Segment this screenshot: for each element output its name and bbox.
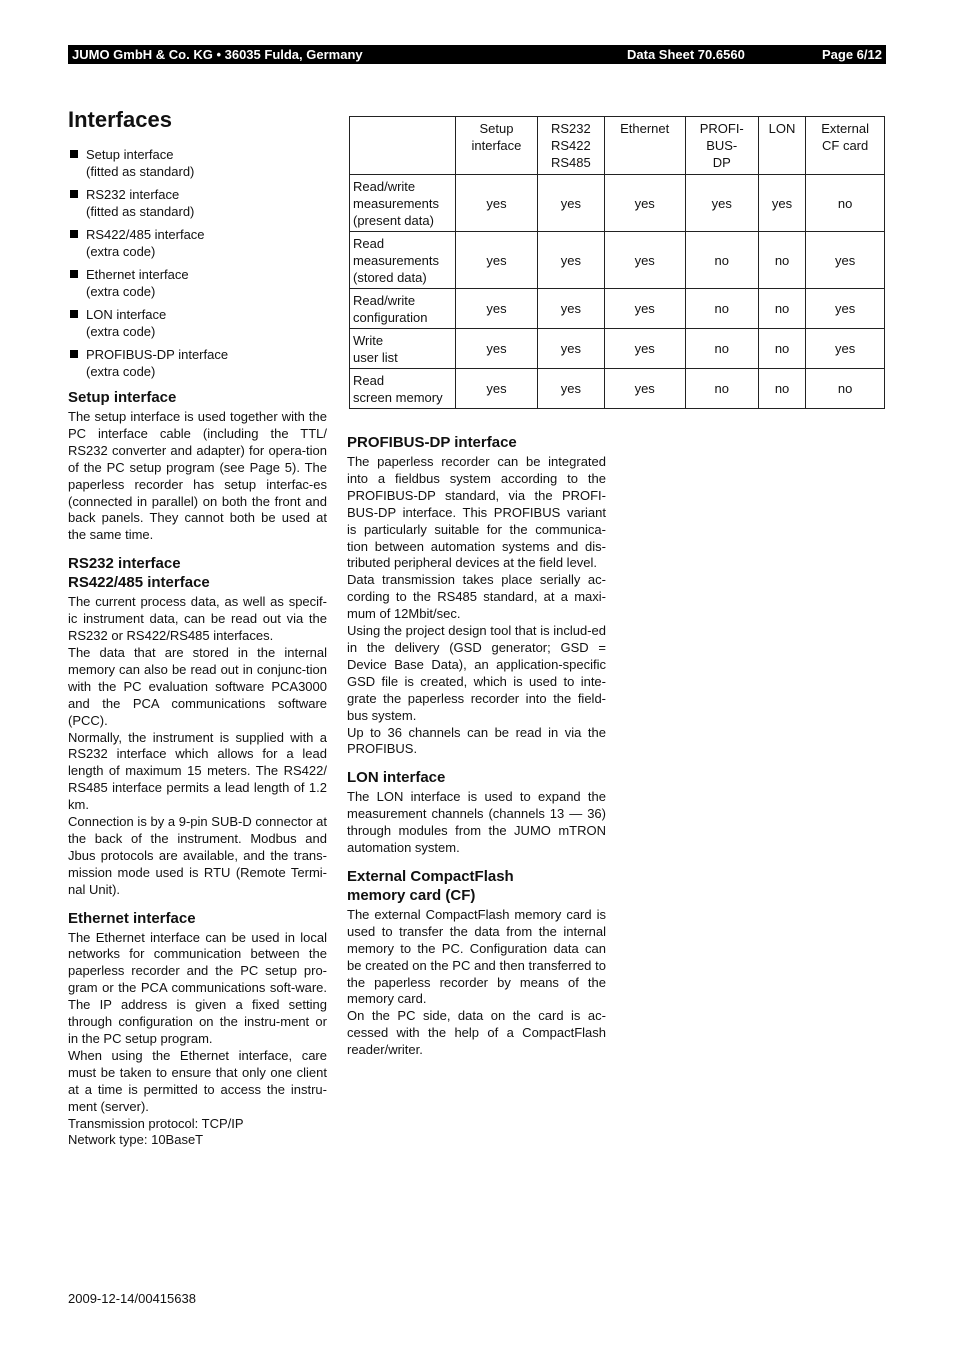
- bullet-square-icon: [70, 150, 78, 158]
- table-cell: yes: [456, 232, 538, 289]
- table-cell: yes: [537, 175, 604, 232]
- list-item: RS232 interface (fitted as standard): [68, 186, 327, 220]
- table-cell: yes: [537, 329, 604, 369]
- table-cell: yes: [456, 175, 538, 232]
- table-cell: yes: [456, 369, 538, 409]
- section-heading-profibus: PROFIBUS-DP interface: [347, 434, 517, 451]
- bullet-square-icon: [70, 230, 78, 238]
- table-cell: yes: [604, 369, 685, 409]
- profibus-paragraph: Up to 36 channels can be read in via the PROFIBUS.: [347, 724, 606, 757]
- table-header-row: [350, 117, 885, 175]
- column-header: Setup interface: [456, 117, 538, 175]
- table-cell: yes: [806, 329, 885, 369]
- table-cell: yes: [806, 289, 885, 329]
- table-row: [350, 232, 885, 289]
- column-header: RS232 RS422 RS485: [537, 117, 604, 175]
- rs232-paragraph: The current process data, as well as specif-ic instrument data, can be read out via the RS232 or RS422/RS485 interfaces.: [68, 594, 327, 644]
- lon-text: The LON interface is used to expand the measurement channels (channels 13 — 36) through modules from the JUMO mTRON automation system.: [347, 789, 606, 856]
- table-cell: yes: [685, 175, 758, 232]
- table-cell: no: [758, 289, 805, 329]
- table-row: [350, 289, 885, 329]
- page-title: Interfaces: [68, 107, 172, 132]
- ethernet-protocol: Transmission protocol: TCP/IP: [68, 1115, 244, 1131]
- table-cell: yes: [604, 289, 685, 329]
- table-cell: yes: [604, 329, 685, 369]
- table-cell: yes: [537, 369, 604, 409]
- ethernet-paragraph: When using the Ethernet interface, care must be taken to ensure that only one client at a time is permitted to access the instru-ment (server).: [68, 1047, 327, 1114]
- row-label: Read/write configuration: [350, 289, 456, 329]
- bullet-square-icon: [70, 190, 78, 198]
- table-cell: yes: [537, 232, 604, 289]
- section-heading-compactflash: External CompactFlash memory card (CF): [347, 867, 514, 904]
- section-heading-setup: Setup interface: [68, 389, 177, 406]
- table-cell: no: [685, 289, 758, 329]
- table-cell: yes: [806, 232, 885, 289]
- column-header: External CF card: [806, 117, 885, 175]
- ethernet-paragraph: The Ethernet interface can be used in local networks for communication between the paperless recorder and the PC setup pro-gram or the PCA communications soft-ware. The IP address is given a fixed setting through configuration on the instru-ment or in the PC setup program.: [68, 929, 327, 1046]
- rs232-paragraph: Normally, the instrument is supplied with a RS232 interface which allows for a lead length of maximum 15 meters. The RS422/ RS485 interface permits a lead length of 1.2 km.: [68, 729, 327, 813]
- table-cell: yes: [537, 289, 604, 329]
- header-company: JUMO GmbH & Co. KG • 36035 Fulda, Germany: [72, 47, 363, 62]
- table-row: [350, 329, 885, 369]
- row-label: Read/write measurements (present data): [350, 175, 456, 232]
- table-corner-cell: [350, 117, 456, 175]
- table-cell: no: [685, 329, 758, 369]
- header-datasheet: Data Sheet 70.6560: [627, 47, 745, 62]
- setup-text: The setup interface is used together with the PC interface cable (including the TTL/ RS232 converter and adapter) for opera-tion of the PC setup program (see Page 5). The paperless recorder has setup interfac-es (connected in parallel) on both the front and back panels. They cannot both be used at the same time.: [68, 409, 327, 543]
- table-cell: no: [758, 369, 805, 409]
- header-page-number: Page 6/12: [822, 47, 882, 62]
- table-cell: yes: [604, 232, 685, 289]
- section-heading-ethernet: Ethernet interface: [68, 909, 196, 927]
- rs232-paragraph: Connection is by a 9-pin SUB-D connector at the back of the instrument. Modbus and Jbus protocols are available, and the trans-mission mode used is RTU (Remote Termi-nal Unit).: [68, 814, 327, 897]
- table-cell: no: [806, 369, 885, 409]
- list-item: PROFIBUS-DP interface (extra code): [68, 346, 327, 380]
- table-cell: no: [758, 329, 805, 369]
- footer-date: 2009-12-14/00415638: [68, 1291, 196, 1306]
- list-item: LON interface (extra code): [68, 306, 327, 340]
- header-bar: [68, 45, 886, 64]
- bullet-square-icon: [70, 270, 78, 278]
- list-item: Ethernet interface (extra code): [68, 266, 327, 300]
- column-header: LON: [758, 117, 805, 175]
- middle-column: [347, 425, 606, 1059]
- cf-paragraph: On the PC side, data on the card is ac-cessed with the help of a CompactFlash reader/writer.: [347, 1008, 606, 1058]
- table-cell: yes: [456, 329, 538, 369]
- section-heading-rs232: RS232 interface RS422/485 interface: [68, 555, 210, 592]
- profibus-paragraph: The paperless recorder can be integrated into a fieldbus system according to the PROFIBUS-DP standard, via the PROFI-BUS-DP interface. This PROFIBUS variant is particularly suitable for the communica-tion between automation systems and dis-tributed peripheral devices at the field level.: [347, 454, 606, 571]
- table-row: [350, 175, 885, 232]
- table-cell: yes: [604, 175, 685, 232]
- table-cell: yes: [758, 175, 805, 232]
- table-row: [350, 369, 885, 409]
- section-heading-lon: LON interface: [347, 769, 446, 787]
- table-cell: no: [806, 175, 885, 232]
- interface-list: [68, 146, 327, 380]
- profibus-paragraph: Data transmission takes place serially ac-cording to the RS485 standard, at a maxi-mum of 12Mbit/sec.: [347, 572, 606, 622]
- ethernet-network-type: Network type: 10BaseT: [68, 1132, 204, 1148]
- row-label: Write user list: [350, 329, 456, 369]
- bullet-square-icon: [70, 310, 78, 318]
- list-item: RS422/485 interface (extra code): [68, 226, 327, 260]
- profibus-paragraph: Using the project design tool that is includ-ed in the delivery (GSD generator; GSD = Device Base Data), an application-specific GSD file is created, which is used to inte-grate the paperless recorder into the field-bus system.: [347, 623, 606, 723]
- column-header: Ethernet: [604, 117, 685, 175]
- table-cell: no: [685, 369, 758, 409]
- table-cell: yes: [456, 289, 538, 329]
- table-cell: no: [685, 232, 758, 289]
- row-label: Read measurements (stored data): [350, 232, 456, 289]
- column-header: PROFI- BUS- DP: [685, 117, 758, 175]
- list-item: Setup interface (fitted as standard): [68, 146, 327, 180]
- table-cell: no: [758, 232, 805, 289]
- bullet-square-icon: [70, 350, 78, 358]
- row-label: Read screen memory: [350, 369, 456, 409]
- interface-capability-table: [349, 116, 885, 409]
- cf-paragraph: The external CompactFlash memory card is used to transfer the data from the internal memory to the PC. Configuration data can be created on the PC and then transferred to the paperless recorder by means of the memory card.: [347, 906, 606, 1007]
- rs232-paragraph: The data that are stored in the internal memory can also be read out in conjunc-tion with the PC evaluation software PCA3000 and the PCA communications software (PCC).: [68, 644, 327, 728]
- left-column: [68, 106, 327, 1149]
